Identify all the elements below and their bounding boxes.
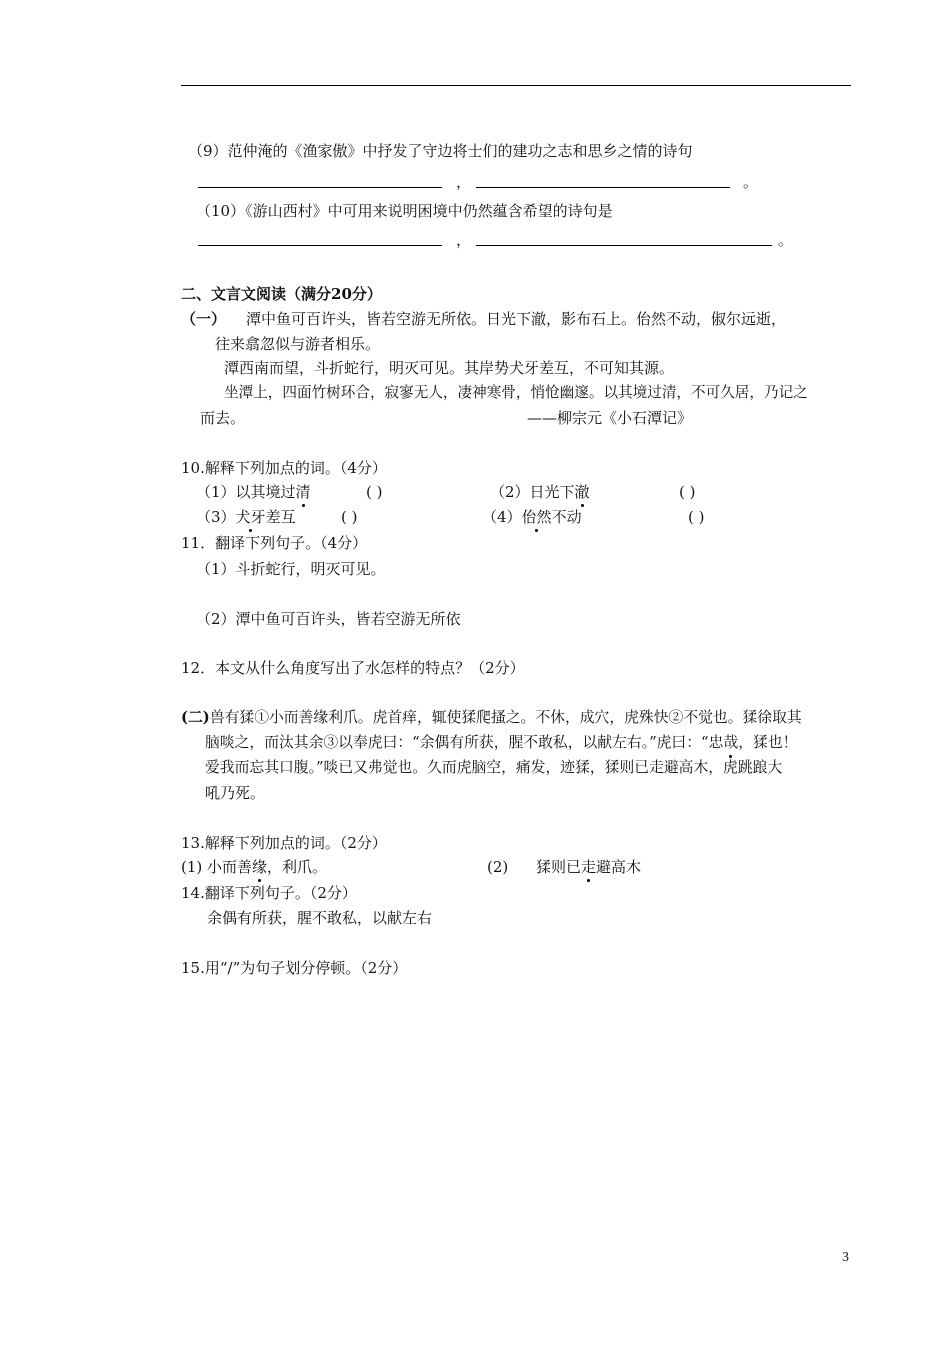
page-number: 3	[842, 1250, 849, 1265]
comma: ，	[456, 173, 472, 191]
answer-paren[interactable]: ( )	[341, 508, 358, 526]
answer-blank-10b[interactable]	[476, 245, 772, 246]
passage-2-line: 脑啖之，而汰其余③以奉虎曰：“余偶有所获，腥不敢私，以献左右。”虎曰：“忠哉，猱也！	[205, 734, 798, 751]
dotted-char: 哉	[723, 734, 739, 751]
question-10-item-4: （4）佁然不动	[482, 508, 582, 526]
passage-2-label: (二)	[181, 709, 210, 726]
passage-2-line: 爱我而忘其口腹。”啖已又弗觉也。久而虎脑空，痛发，迹猱，猱则已走避高木，虎跳踉大	[205, 759, 783, 776]
question-11-item-1: （1）斗折蛇行，明灭可见。	[196, 560, 386, 578]
period: 。	[743, 173, 759, 191]
passage-1-line: 坐潭上，四面竹树环合，寂寥无人，凄神寒骨，悄怆幽邃。以其境过清，不可久居，乃记之	[224, 384, 808, 401]
section-title: 二、文言文阅读（满分20分）	[181, 285, 382, 303]
dotted-char: 走	[581, 858, 597, 876]
passage-1-line: 往来翕忽似与游者相乐。	[215, 335, 381, 353]
answer-paren[interactable]: ( )	[688, 508, 705, 526]
header-rule	[181, 85, 851, 86]
question-12-title: 12．本文从什么角度写出了水怎样的特点？（2分）	[181, 659, 525, 677]
question-10-title: 10.解释下列加点的词。（4分）	[181, 459, 387, 477]
question-10-item-1: （1）以其境过清	[196, 483, 311, 501]
answer-paren[interactable]: ( )	[366, 483, 383, 501]
passage-1-line: 而去。	[200, 409, 246, 427]
question-11-item-2: （2）潭中鱼可百许头，皆若空游无所依	[196, 610, 461, 628]
question-10-item-2: （2）日光下澈	[490, 483, 590, 501]
question-9-text: （9）范仲淹的《渔家傲》中抒发了守边将士们的建功之志和思乡之情的诗句	[188, 142, 693, 160]
dotted-char: 犬牙	[235, 508, 266, 526]
dotted-char: 澈	[574, 483, 590, 501]
question-14-sentence: 余偶有所获，腥不敢私，以献左右	[207, 909, 433, 927]
question-14-title: 14.翻译下列句子。（2分）	[181, 884, 357, 902]
question-13-title: 13.解释下列加点的词。（2分）	[181, 834, 387, 852]
period: 。	[778, 231, 794, 249]
comma: ，	[456, 231, 472, 249]
answer-blank-10a[interactable]	[198, 245, 442, 246]
dotted-char: 清	[295, 483, 311, 501]
passage-1-label: （一）	[181, 310, 227, 328]
answer-blank-9b[interactable]	[476, 187, 730, 188]
question-13-item-2: 猱则已走避高木	[536, 858, 642, 876]
question-15-title: 15.用“/”为句子划分停顿。（2分）	[181, 959, 408, 977]
passage-1-line: 潭西南而望，斗折蛇行，明灭可见。其岸势犬牙差互，不可知其源。	[224, 359, 675, 377]
passage-1-source: ——柳宗元《小石潭记》	[527, 409, 693, 427]
answer-blank-9a[interactable]	[198, 187, 442, 188]
question-13-item-1: (1) 小而善缘，利爪。	[181, 858, 328, 876]
passage-1-line: 潭中鱼可百许头，皆若空游无所依。日光下澈，影布石上。佁然不动，俶尔远逝，	[246, 310, 787, 328]
answer-paren[interactable]: ( )	[679, 483, 696, 501]
passage-2-line: 吼乃死。	[205, 784, 266, 802]
question-10-item-3: （3）犬牙差互	[196, 508, 296, 526]
passage-2-line: (二)兽有猱①小而善缘利爪。虎首痒，辄使猱爬搔之。不休，成穴，虎殊快②不觉也。猱徐取其	[181, 709, 802, 726]
question-13-item-2-label: (2)	[487, 858, 509, 876]
question-11-title: 11．翻译下列句子。（4分）	[181, 534, 368, 552]
dotted-char: 佁然	[521, 508, 552, 526]
question-10-fill-text: （10）《游山西村》中可用来说明困境中仍然蕴含希望的诗句是	[196, 202, 613, 220]
dotted-char: 缘	[252, 858, 268, 876]
